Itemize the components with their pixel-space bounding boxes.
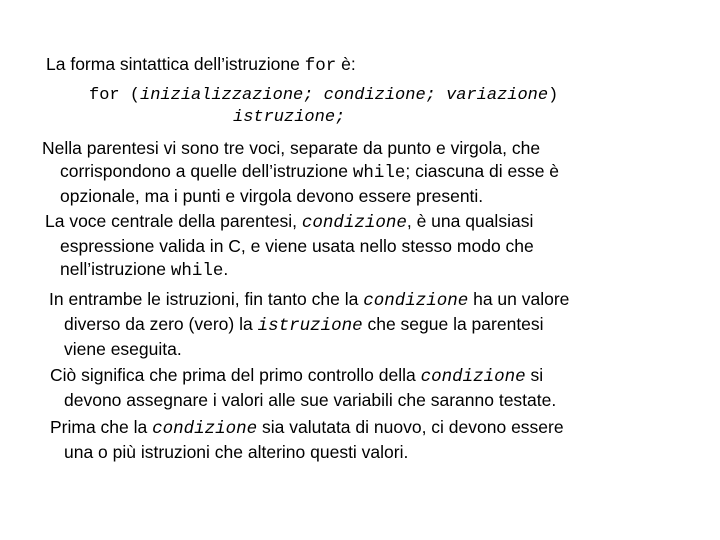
paragraph-line <box>45 210 534 235</box>
paragraph-line: espressione valida in C, e viene usata nello stesso modo che <box>60 236 534 256</box>
paragraph-line: Nella parentesi vi sono tre voci, separate da punto e virgola, che <box>42 138 541 158</box>
syntax-for-keyword: for <box>89 86 120 105</box>
text: , è una qualsiasi <box>406 211 534 231</box>
paragraph-line <box>49 288 569 313</box>
paragraph-line <box>42 160 559 185</box>
paragraph-reevaluation <box>50 416 564 464</box>
text: corrispondono a quelle dell’istruzione <box>60 161 353 181</box>
while-keyword: while <box>352 163 406 183</box>
paragraph-line: opzionale, ma i punti e virgola devono essere presenti. <box>60 186 484 206</box>
paragraph-line <box>50 364 556 389</box>
while-keyword: while <box>170 261 224 281</box>
text: Prima che la <box>50 417 153 437</box>
condizione-term: condizione <box>152 419 258 439</box>
text: In entrambe le istruzioni, fin tanto che la <box>49 289 364 309</box>
intro-text: La forma sintattica dell’istruzione <box>46 54 305 74</box>
syntax-arguments: inizializzazione; condizione; variazione <box>140 86 549 105</box>
paragraph-parentheses <box>42 137 559 208</box>
condizione-term: condizione <box>420 367 526 387</box>
text: diverso da zero (vero) la <box>64 314 258 334</box>
paragraph-execution <box>49 288 569 361</box>
paragraph-line <box>50 416 564 441</box>
intro-paragraph <box>46 53 356 78</box>
text: che segue la parentesi <box>362 314 544 334</box>
syntax-open-paren: ( <box>119 86 141 105</box>
text: sia valutata di nuovo, ci devono essere <box>257 417 564 437</box>
text: ; ciascuna di esse è <box>405 161 560 181</box>
text: Ciò significa che prima del primo controllo della <box>50 365 421 385</box>
paragraph-line <box>49 313 569 338</box>
paragraph-line: devono assegnare i valori alle sue variabili che saranno testate. <box>64 390 557 410</box>
text: si <box>525 365 544 385</box>
text: ha un valore <box>468 289 570 309</box>
paragraph-line: viene eseguita. <box>64 339 182 359</box>
for-keyword: for <box>304 56 337 76</box>
condizione-term: condizione <box>301 213 407 233</box>
paragraph-condition <box>45 210 534 283</box>
paragraph-assignment <box>50 364 556 412</box>
syntax-statement: istruzione; <box>233 108 346 127</box>
syntax-close-paren: ) <box>548 86 559 105</box>
condizione-term: condizione <box>363 291 469 311</box>
text: nell’istruzione <box>60 259 171 279</box>
syntax-line-2 <box>233 107 345 129</box>
intro-text-end: è: <box>336 54 356 74</box>
syntax-line-1 <box>89 85 558 107</box>
istruzione-term: istruzione <box>257 316 363 336</box>
paragraph-line: una o più istruzioni che alterino questi valori. <box>64 442 409 462</box>
text: La voce centrale della parentesi, <box>45 211 302 231</box>
text: . <box>223 259 229 279</box>
paragraph-line <box>45 258 534 283</box>
